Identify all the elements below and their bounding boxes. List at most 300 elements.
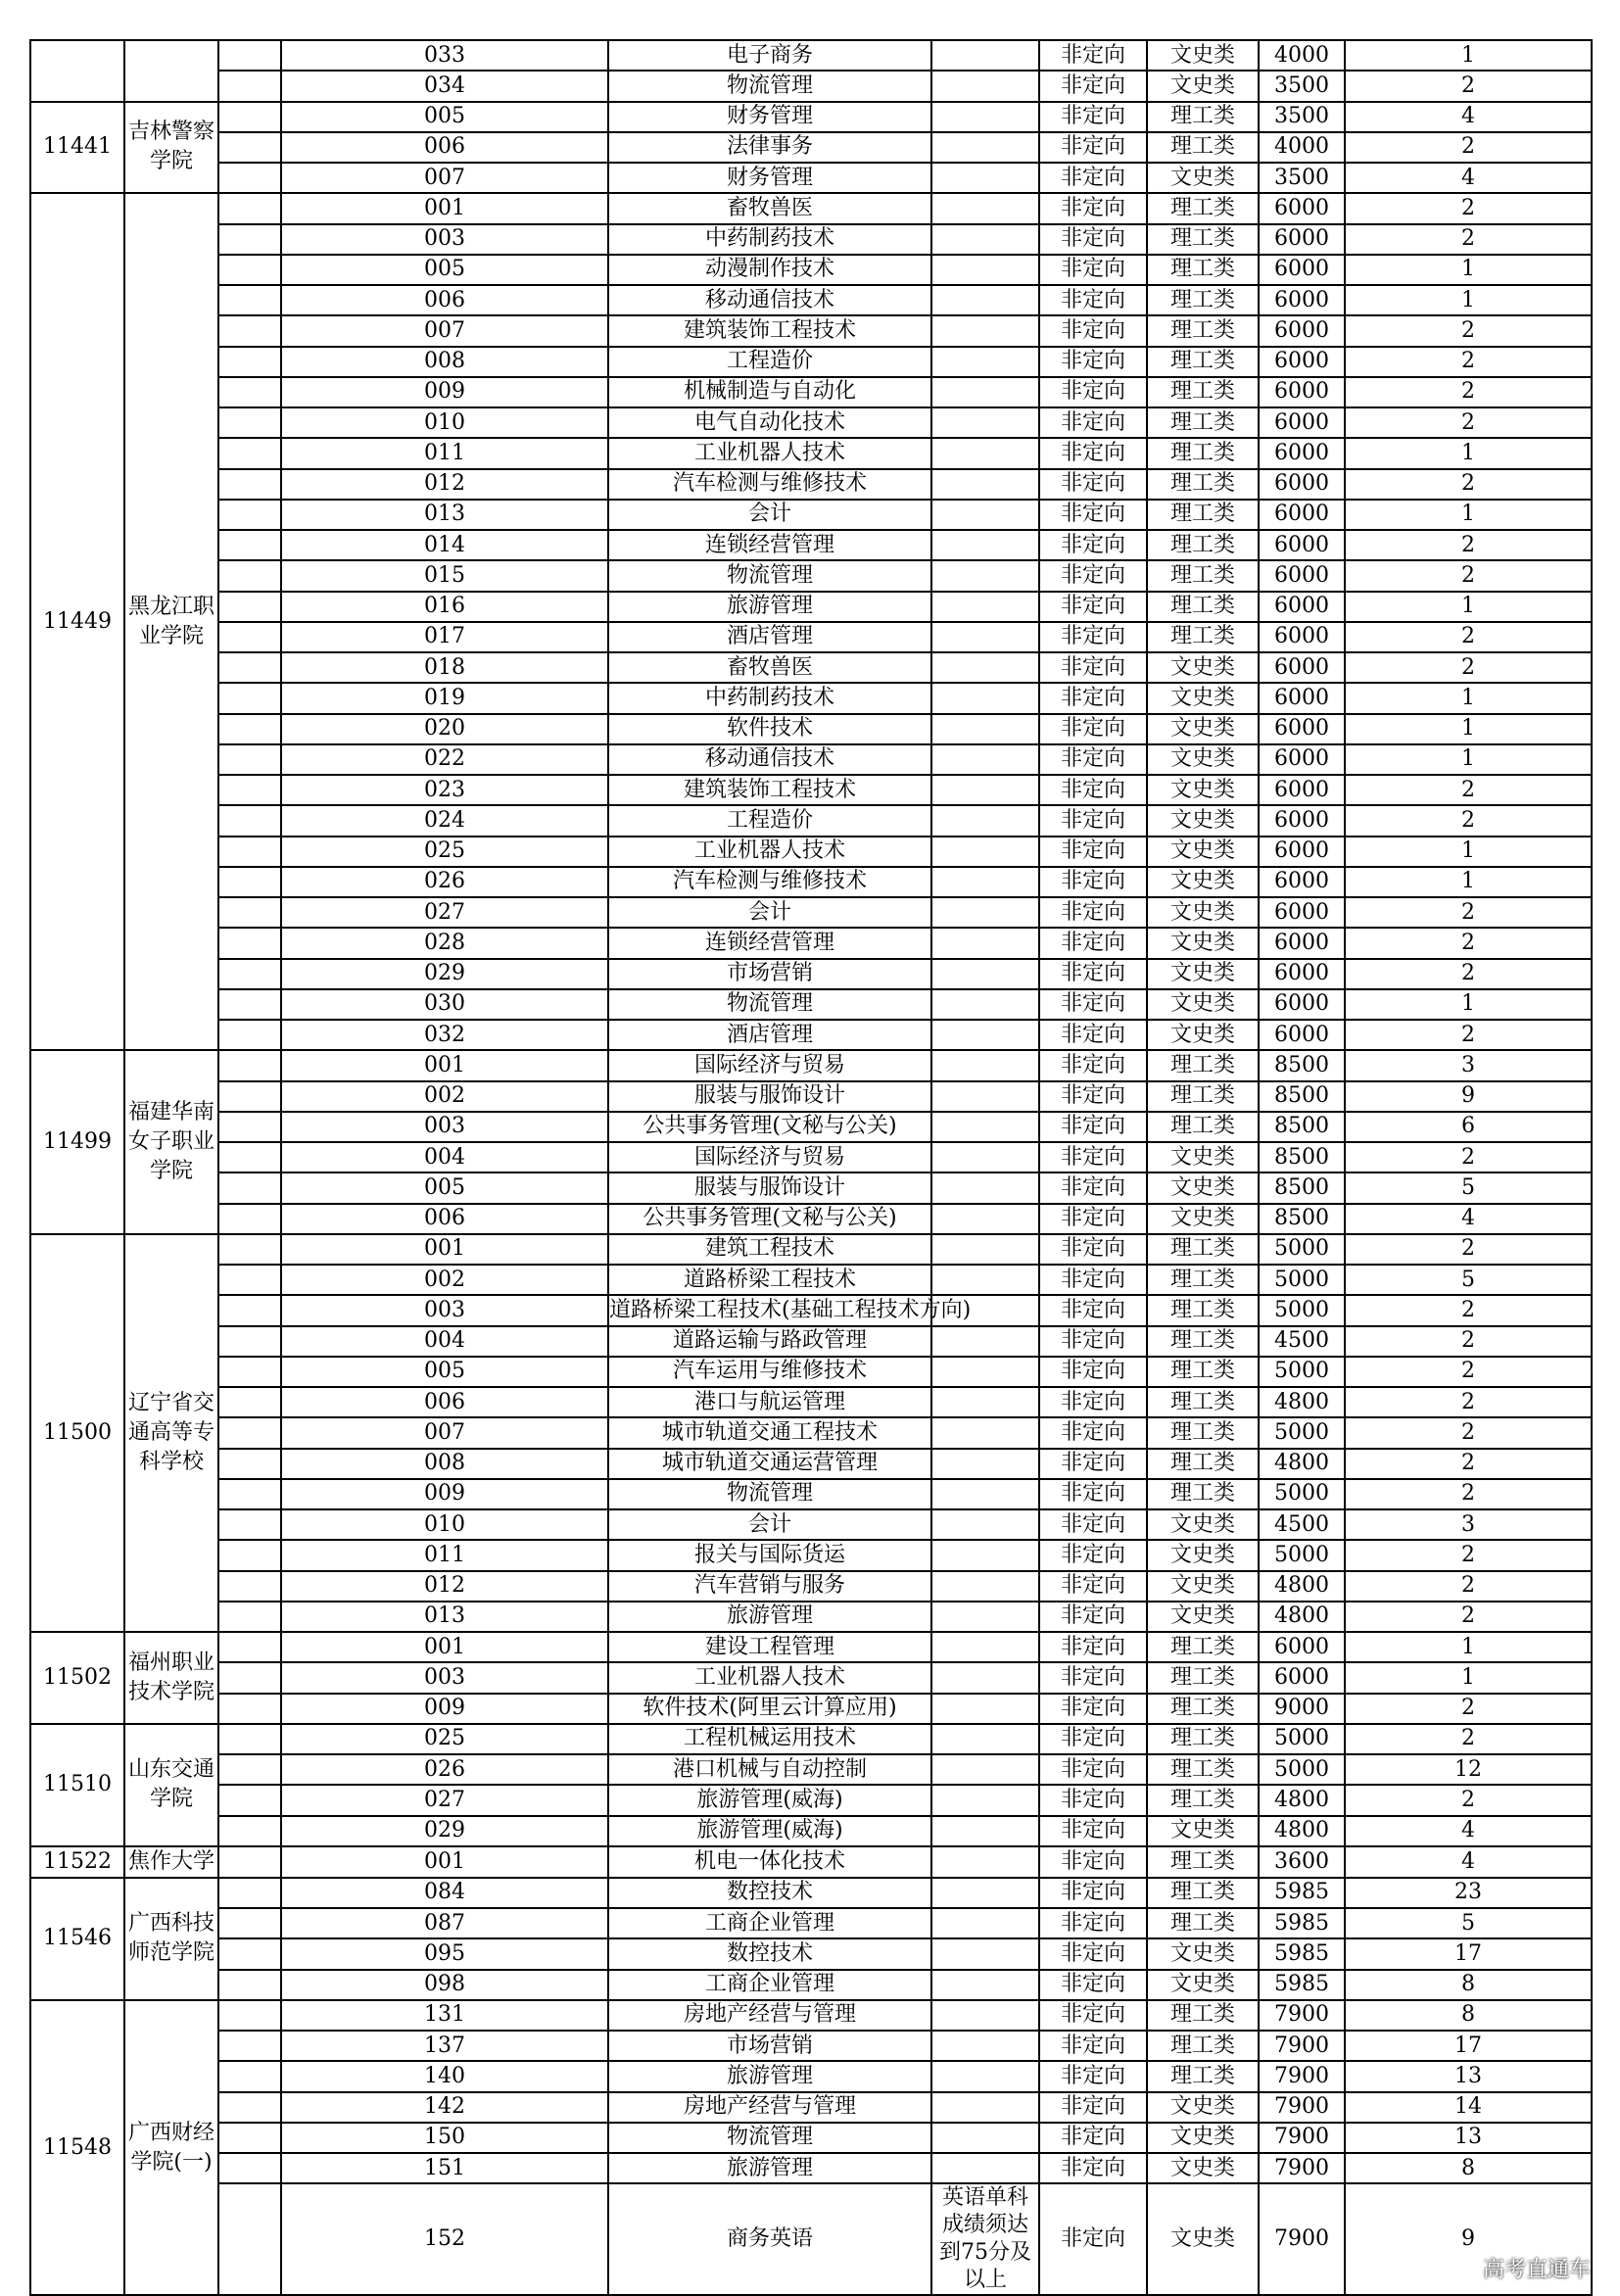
table-row (30, 132, 1592, 163)
table-row (30, 407, 1592, 438)
orientation-cell: 非定向 (1039, 1938, 1147, 1969)
tuition-cell: 6000 (1259, 500, 1345, 530)
plan-count-cell: 2 (1345, 347, 1592, 377)
category-cell: 理工类 (1147, 530, 1259, 560)
tuition-cell: 4800 (1259, 1816, 1345, 1846)
major-name-cell: 数控技术 (608, 1938, 931, 1969)
tuition-cell: 5000 (1259, 1357, 1345, 1387)
plan-count-cell: 2 (1345, 622, 1592, 652)
tuition-cell: 4800 (1259, 1602, 1345, 1632)
remark-cell (931, 775, 1039, 805)
tuition-cell: 5000 (1259, 1540, 1345, 1570)
major-name-cell: 汽车营销与服务 (608, 1571, 931, 1602)
table-row (30, 1479, 1592, 1509)
orientation-cell: 非定向 (1039, 1540, 1147, 1570)
tuition-cell: 6000 (1259, 315, 1345, 346)
category-cell: 文史类 (1147, 2153, 1259, 2183)
spacer-cell (218, 377, 281, 407)
major-code-cell: 087 (281, 1908, 608, 1938)
major-name-cell: 数控技术 (608, 1878, 931, 1908)
remark-cell (931, 622, 1039, 652)
major-name-cell: 道路桥梁工程技术(基础工程技术方向) (608, 1295, 931, 1325)
category-cell: 理工类 (1147, 1234, 1259, 1265)
school-name-cell: 吉林警察学院 (124, 102, 218, 194)
major-code-cell: 007 (281, 315, 608, 346)
category-cell: 文史类 (1147, 1938, 1259, 1969)
orientation-cell: 非定向 (1039, 837, 1147, 867)
remark-cell (931, 132, 1039, 163)
major-code-cell: 011 (281, 438, 608, 468)
category-cell: 文史类 (1147, 1509, 1259, 1540)
category-cell: 文史类 (1147, 1020, 1259, 1050)
plan-count-cell: 5 (1345, 1908, 1592, 1938)
table-row (30, 530, 1592, 560)
spacer-cell (218, 1387, 281, 1417)
spacer-cell (218, 132, 281, 163)
major-name-cell: 中药制药技术 (608, 224, 931, 255)
tuition-cell: 6000 (1259, 255, 1345, 285)
table-row (30, 2061, 1592, 2091)
spacer-cell (218, 1417, 281, 1448)
orientation-cell: 非定向 (1039, 805, 1147, 836)
category-cell: 文史类 (1147, 714, 1259, 744)
tuition-cell: 7900 (1259, 2092, 1345, 2123)
major-name-cell: 港口与航运管理 (608, 1387, 931, 1417)
spacer-cell (218, 1265, 281, 1295)
major-name-cell: 法律事务 (608, 132, 931, 163)
table-row (30, 285, 1592, 315)
remark-cell (931, 285, 1039, 315)
category-cell: 文史类 (1147, 2092, 1259, 2123)
table-row (30, 1754, 1592, 1785)
category-cell: 文史类 (1147, 1571, 1259, 1602)
spacer-cell (218, 1571, 281, 1602)
table-row (30, 1878, 1592, 1908)
remark-cell (931, 1816, 1039, 1846)
spacer-cell (218, 71, 281, 101)
table-row (30, 1417, 1592, 1448)
major-name-cell: 城市轨道交通工程技术 (608, 1417, 931, 1448)
table-row (30, 1938, 1592, 1969)
major-name-cell: 会计 (608, 1509, 931, 1540)
remark-cell (931, 1172, 1039, 1203)
major-code-cell: 026 (281, 1754, 608, 1785)
orientation-cell: 非定向 (1039, 255, 1147, 285)
plan-count-cell: 2 (1345, 1020, 1592, 1050)
spacer-cell (218, 285, 281, 315)
orientation-cell: 非定向 (1039, 622, 1147, 652)
plan-count-cell: 2 (1345, 775, 1592, 805)
plan-count-cell: 2 (1345, 1234, 1592, 1265)
school-code-cell: 11502 (30, 1632, 124, 1724)
major-code-cell: 137 (281, 2031, 608, 2061)
table-row (30, 622, 1592, 652)
remark-cell (931, 377, 1039, 407)
plan-count-cell: 8 (1345, 2000, 1592, 2031)
tuition-cell: 6000 (1259, 837, 1345, 867)
table-row (30, 1602, 1592, 1632)
orientation-cell: 非定向 (1039, 2031, 1147, 2061)
spacer-cell (218, 1970, 281, 2000)
school-code-cell: 11548 (30, 2000, 124, 2296)
spacer-cell (218, 315, 281, 346)
remark-cell (931, 1754, 1039, 1785)
tuition-cell: 5985 (1259, 1970, 1345, 2000)
table-row (30, 1204, 1592, 1234)
spacer-cell (218, 1662, 281, 1693)
remark-cell (931, 530, 1039, 560)
orientation-cell: 非定向 (1039, 1234, 1147, 1265)
major-code-cell: 008 (281, 1449, 608, 1479)
tuition-cell: 8500 (1259, 1112, 1345, 1142)
category-cell: 文史类 (1147, 1602, 1259, 1632)
spacer-cell (218, 683, 281, 713)
category-cell: 文史类 (1147, 867, 1259, 897)
major-code-cell: 004 (281, 1142, 608, 1172)
category-cell: 理工类 (1147, 1694, 1259, 1724)
category-cell: 理工类 (1147, 1908, 1259, 1938)
orientation-cell: 非定向 (1039, 1020, 1147, 1050)
orientation-cell: 非定向 (1039, 469, 1147, 500)
tuition-cell: 6000 (1259, 989, 1345, 1020)
plan-count-cell: 2 (1345, 315, 1592, 346)
spacer-cell (218, 867, 281, 897)
major-name-cell: 报关与国际货运 (608, 1540, 931, 1570)
plan-count-cell: 14 (1345, 2092, 1592, 2123)
remark-cell (931, 1417, 1039, 1448)
orientation-cell: 非定向 (1039, 592, 1147, 622)
plan-count-cell: 4 (1345, 163, 1592, 193)
plan-count-cell: 4 (1345, 1816, 1592, 1846)
category-cell: 文史类 (1147, 2123, 1259, 2153)
category-cell: 理工类 (1147, 285, 1259, 315)
major-name-cell: 工商企业管理 (608, 1970, 931, 2000)
orientation-cell: 非定向 (1039, 530, 1147, 560)
school-name-cell: 焦作大学 (124, 1846, 218, 1878)
table-row (30, 959, 1592, 989)
spacer-cell (218, 2031, 281, 2061)
plan-count-cell: 2 (1345, 1785, 1592, 1815)
table-row (30, 2123, 1592, 2153)
remark-cell (931, 1724, 1039, 1754)
orientation-cell: 非定向 (1039, 1571, 1147, 1602)
orientation-cell: 非定向 (1039, 744, 1147, 775)
major-code-cell: 003 (281, 1295, 608, 1325)
plan-count-cell: 13 (1345, 2123, 1592, 2153)
category-cell: 理工类 (1147, 1050, 1259, 1080)
major-code-cell: 004 (281, 1326, 608, 1357)
category-cell: 文史类 (1147, 775, 1259, 805)
table-row (30, 1234, 1592, 1265)
major-name-cell: 连锁经营管理 (608, 928, 931, 958)
major-name-cell: 建筑装饰工程技术 (608, 315, 931, 346)
major-code-cell: 013 (281, 1602, 608, 1632)
plan-count-cell: 17 (1345, 1938, 1592, 1969)
remark-cell (931, 683, 1039, 713)
major-name-cell: 建设工程管理 (608, 1632, 931, 1662)
plan-count-cell: 5 (1345, 1265, 1592, 1295)
major-name-cell: 软件技术 (608, 714, 931, 744)
spacer-cell (218, 2092, 281, 2123)
category-cell: 理工类 (1147, 1417, 1259, 1448)
major-name-cell: 工业机器人技术 (608, 1662, 931, 1693)
tuition-cell: 5985 (1259, 1878, 1345, 1908)
table-row (30, 1785, 1592, 1815)
orientation-cell: 非定向 (1039, 2153, 1147, 2183)
major-code-cell: 005 (281, 102, 608, 132)
spacer-cell (218, 193, 281, 223)
orientation-cell: 非定向 (1039, 2061, 1147, 2091)
tuition-cell: 6000 (1259, 469, 1345, 500)
tuition-cell: 4800 (1259, 1449, 1345, 1479)
remark-cell (931, 1387, 1039, 1417)
remark-cell (931, 1970, 1039, 2000)
school-code-cell: 11500 (30, 1234, 124, 1632)
major-code-cell: 027 (281, 1785, 608, 1815)
category-cell: 理工类 (1147, 1754, 1259, 1785)
category-cell: 文史类 (1147, 744, 1259, 775)
tuition-cell: 4000 (1259, 132, 1345, 163)
table-row (30, 1694, 1592, 1724)
category-cell: 理工类 (1147, 1265, 1259, 1295)
tuition-cell: 6000 (1259, 530, 1345, 560)
remark-cell (931, 1204, 1039, 1234)
major-name-cell: 连锁经营管理 (608, 530, 931, 560)
tuition-cell: 6000 (1259, 347, 1345, 377)
tuition-cell: 4500 (1259, 1326, 1345, 1357)
orientation-cell: 非定向 (1039, 1816, 1147, 1846)
tuition-cell: 6000 (1259, 622, 1345, 652)
category-cell: 理工类 (1147, 1112, 1259, 1142)
orientation-cell: 非定向 (1039, 2123, 1147, 2153)
major-name-cell: 电气自动化技术 (608, 407, 931, 438)
table-row (30, 1908, 1592, 1938)
remark-cell (931, 959, 1039, 989)
plan-count-cell: 2 (1345, 1387, 1592, 1417)
spacer-cell (218, 2061, 281, 2091)
remark-cell (931, 2031, 1039, 2061)
major-name-cell: 建筑装饰工程技术 (608, 775, 931, 805)
plan-count-cell: 3 (1345, 1509, 1592, 1540)
major-name-cell: 市场营销 (608, 2031, 931, 2061)
remark-cell (931, 1142, 1039, 1172)
major-code-cell: 009 (281, 1479, 608, 1509)
school-name-cell: 辽宁省交通高等专科学校 (124, 1234, 218, 1632)
spacer-cell (218, 163, 281, 193)
major-name-cell: 电子商务 (608, 40, 931, 71)
tuition-cell: 7900 (1259, 2031, 1345, 2061)
major-code-cell: 003 (281, 1662, 608, 1693)
remark-cell (931, 500, 1039, 530)
orientation-cell: 非定向 (1039, 377, 1147, 407)
major-code-cell: 002 (281, 1081, 608, 1112)
table-row (30, 1632, 1592, 1662)
table-row (30, 1357, 1592, 1387)
major-code-cell: 029 (281, 959, 608, 989)
table-row (30, 560, 1592, 591)
major-name-cell: 服装与服饰设计 (608, 1081, 931, 1112)
spacer-cell (218, 1112, 281, 1142)
school-name-cell: 福建华南女子职业学院 (124, 1050, 218, 1234)
tuition-cell: 6000 (1259, 592, 1345, 622)
major-name-cell: 道路桥梁工程技术 (608, 1265, 931, 1295)
remark-cell (931, 897, 1039, 928)
category-cell: 理工类 (1147, 622, 1259, 652)
table-row (30, 683, 1592, 713)
category-cell: 文史类 (1147, 2183, 1259, 2295)
major-name-cell: 房地产经营与管理 (608, 2000, 931, 2031)
category-cell: 理工类 (1147, 224, 1259, 255)
major-name-cell: 物流管理 (608, 989, 931, 1020)
tuition-cell: 7900 (1259, 2183, 1345, 2295)
major-code-cell: 150 (281, 2123, 608, 2153)
spacer-cell (218, 1081, 281, 1112)
major-name-cell: 国际经济与贸易 (608, 1050, 931, 1080)
major-code-cell: 098 (281, 1970, 608, 2000)
plan-count-cell: 2 (1345, 1540, 1592, 1570)
table-row (30, 989, 1592, 1020)
plan-count-cell: 2 (1345, 530, 1592, 560)
table-row (30, 805, 1592, 836)
table-row (30, 1816, 1592, 1846)
tuition-cell: 5000 (1259, 1234, 1345, 1265)
plan-count-cell: 4 (1345, 1846, 1592, 1878)
orientation-cell: 非定向 (1039, 1662, 1147, 1693)
spacer-cell (218, 224, 281, 255)
plan-count-cell: 1 (1345, 592, 1592, 622)
remark-cell (931, 2123, 1039, 2153)
major-code-cell: 151 (281, 2153, 608, 2183)
major-code-cell: 007 (281, 163, 608, 193)
spacer-cell (218, 1724, 281, 1754)
category-cell: 理工类 (1147, 1846, 1259, 1878)
orientation-cell: 非定向 (1039, 2183, 1147, 2295)
spacer-cell (218, 1050, 281, 1080)
remark-cell (931, 1878, 1039, 1908)
tuition-cell: 5000 (1259, 1265, 1345, 1295)
major-name-cell: 服装与服饰设计 (608, 1172, 931, 1203)
major-name-cell: 中药制药技术 (608, 683, 931, 713)
major-code-cell: 025 (281, 1724, 608, 1754)
orientation-cell: 非定向 (1039, 1754, 1147, 1785)
major-name-cell: 道路运输与路政管理 (608, 1326, 931, 1357)
category-cell: 理工类 (1147, 1662, 1259, 1693)
remark-cell (931, 1112, 1039, 1142)
spacer-cell (218, 2183, 281, 2295)
table-row (30, 652, 1592, 683)
major-name-cell: 公共事务管理(文秘与公关) (608, 1112, 931, 1142)
spacer-cell (218, 805, 281, 836)
spacer-cell (218, 1785, 281, 1815)
orientation-cell: 非定向 (1039, 1112, 1147, 1142)
orientation-cell: 非定向 (1039, 315, 1147, 346)
school-name-cell: 福州职业技术学院 (124, 1632, 218, 1724)
major-code-cell: 003 (281, 1112, 608, 1142)
spacer-cell (218, 469, 281, 500)
table-row (30, 1142, 1592, 1172)
orientation-cell: 非定向 (1039, 1878, 1147, 1908)
category-cell: 理工类 (1147, 1878, 1259, 1908)
category-cell: 理工类 (1147, 1295, 1259, 1325)
remark-cell (931, 102, 1039, 132)
remark-cell (931, 867, 1039, 897)
category-cell: 文史类 (1147, 805, 1259, 836)
school-code-cell: 11499 (30, 1050, 124, 1234)
table-row (30, 1724, 1592, 1754)
spacer-cell (218, 102, 281, 132)
enrollment-plan-table (29, 39, 1593, 2296)
category-cell: 理工类 (1147, 193, 1259, 223)
plan-count-cell: 2 (1345, 224, 1592, 255)
major-name-cell: 工程机械运用技术 (608, 1724, 931, 1754)
tuition-cell: 6000 (1259, 928, 1345, 958)
table-row (30, 500, 1592, 530)
tuition-cell: 6000 (1259, 683, 1345, 713)
tuition-cell: 6000 (1259, 867, 1345, 897)
major-name-cell: 旅游管理(威海) (608, 1816, 931, 1846)
plan-count-cell: 2 (1345, 928, 1592, 958)
spacer-cell (218, 1295, 281, 1325)
plan-count-cell: 6 (1345, 1112, 1592, 1142)
plan-count-cell: 2 (1345, 407, 1592, 438)
orientation-cell: 非定向 (1039, 1602, 1147, 1632)
plan-count-cell: 2 (1345, 1694, 1592, 1724)
spacer-cell (218, 2153, 281, 2183)
orientation-cell: 非定向 (1039, 683, 1147, 713)
remark-cell (931, 652, 1039, 683)
major-name-cell: 软件技术(阿里云计算应用) (608, 1694, 931, 1724)
major-name-cell: 国际经济与贸易 (608, 1142, 931, 1172)
plan-count-cell: 2 (1345, 1449, 1592, 1479)
remark-cell (931, 1540, 1039, 1570)
orientation-cell: 非定向 (1039, 989, 1147, 1020)
tuition-cell: 3600 (1259, 1846, 1345, 1878)
plan-count-cell: 4 (1345, 1204, 1592, 1234)
remark-cell (931, 40, 1039, 71)
remark-cell (931, 2153, 1039, 2183)
spacer-cell (218, 1449, 281, 1479)
orientation-cell: 非定向 (1039, 1785, 1147, 1815)
plan-count-cell: 1 (1345, 285, 1592, 315)
major-code-cell: 007 (281, 1417, 608, 1448)
major-name-cell: 工商企业管理 (608, 1908, 931, 1938)
plan-count-cell: 13 (1345, 2061, 1592, 2091)
remark-cell (931, 837, 1039, 867)
remark-cell (931, 315, 1039, 346)
spacer-cell (218, 407, 281, 438)
remark-cell (931, 255, 1039, 285)
plan-count-cell: 2 (1345, 805, 1592, 836)
orientation-cell: 非定向 (1039, 1846, 1147, 1878)
category-cell: 理工类 (1147, 1081, 1259, 1112)
tuition-cell: 8500 (1259, 1081, 1345, 1112)
orientation-cell: 非定向 (1039, 193, 1147, 223)
tuition-cell: 8500 (1259, 1204, 1345, 1234)
category-cell: 文史类 (1147, 652, 1259, 683)
tuition-cell: 8500 (1259, 1172, 1345, 1203)
tuition-cell: 8500 (1259, 1142, 1345, 1172)
major-name-cell: 城市轨道交通运营管理 (608, 1449, 931, 1479)
orientation-cell: 非定向 (1039, 928, 1147, 958)
major-name-cell: 旅游管理(威海) (608, 1785, 931, 1815)
school-code-cell: 11441 (30, 102, 124, 194)
major-name-cell: 工程造价 (608, 347, 931, 377)
remark-cell (931, 560, 1039, 591)
major-code-cell: 011 (281, 1540, 608, 1570)
orientation-cell: 非定向 (1039, 867, 1147, 897)
spacer-cell (218, 897, 281, 928)
remark-cell (931, 1785, 1039, 1815)
